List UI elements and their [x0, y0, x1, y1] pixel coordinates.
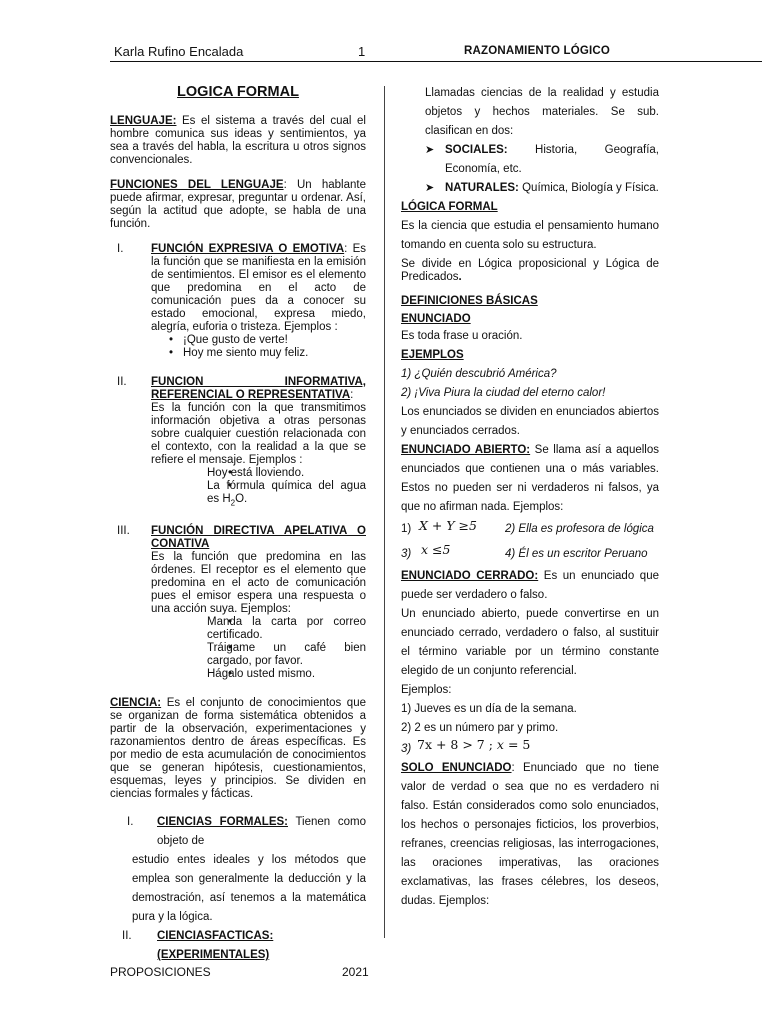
solo-enunciado-term: SOLO ENUNCIADO — [401, 762, 512, 774]
header-author: Karla Rufino Encalada — [114, 44, 244, 59]
lenguaje-text: Es el sistema a través del cual el hombre comunica sus ideas y sentimientos, ya sea a través del habla, la escritura u otros signos convencionales. — [110, 115, 366, 166]
lenguaje-term: LENGUAJE: — [110, 115, 177, 127]
example-1: 1) ¿Quién descubrió América? — [401, 368, 557, 380]
ejemplos-label: Ejemplos: — [401, 684, 452, 696]
enunciado-abierto-text: Se llama así a aquellos enunciados que contienen una o más variables. Estos no pueden ser ni verdaderos ni falsos, ya que no afirman nada. Ejemplos: — [401, 444, 659, 513]
logica-division-dot: . — [458, 271, 462, 283]
example-2: 2) ¡Viva Piura la ciudad del eterno calor! — [401, 387, 606, 399]
open-example-4: 4) Él es un escritor Peruano — [505, 548, 648, 560]
footer-year: 2021 — [342, 965, 369, 979]
list-item: • Hágalo usted mismo. — [151, 668, 366, 681]
roman-numeral: III. — [117, 525, 130, 538]
roman-numeral: II. — [117, 376, 127, 388]
enunciado-abierto-term: ENUNCIADO ABIERTO: — [401, 444, 531, 456]
list-item: • ¡Que gusto de verte! — [151, 334, 366, 347]
sociales-text: Historia, Geografía, Economía, etc. — [445, 144, 659, 175]
conversion-paragraph: Un enunciado abierto, puede convertirse en un enunciado cerrado, verdadero o falso, al sustituir el término variable por un término constante elegido de un conjunto referencial. — [401, 608, 659, 677]
funcion-informativa-term: FUNCION INFORMATIVA, REFERENCIAL O REPRESENTATIVA — [151, 376, 366, 401]
header-page-number: 1 — [358, 44, 366, 59]
solo-enunciado-paragraph — [401, 759, 659, 911]
enunciado-definition: Es toda frase u oración. — [401, 330, 523, 342]
funcion-expresiva-term: FUNCIÓN EXPRESIVA O EMOTIVA — [151, 243, 345, 255]
enunciado-heading: ENUNCIADO — [401, 313, 471, 325]
logica-formal-heading: LÓGICA FORMAL — [401, 201, 498, 213]
sociales-term: SOCIALES: — [445, 144, 508, 156]
closed-example-2: 2) 2 es un número par y primo. — [401, 722, 559, 734]
math-part-b: x — [496, 737, 504, 752]
funcion-directiva-term: FUNCIÓN DIRECTIVA APELATIVA O CONATIVA — [151, 525, 366, 551]
ciencias-facticas-item — [110, 927, 366, 965]
right-column — [401, 84, 659, 911]
enunciados-division: Los enunciados se dividen en enunciados abiertos y enunciados cerrados. — [401, 406, 659, 437]
solo-enunciado-text: : Enunciado que no tiene valor de verdad o sea que no es verdadero ni falso. Están considerados como solo enunciados, los hechos o personajes ficticios, los proverbios, refranes, creencias religiosas, las interrogaciones, las oraciones imperativas, las oraciones exclamativas, las frases célebres, los deseos, dudas. Ejemplos: — [401, 762, 660, 907]
list-item: • Manda la carta por correo certificado. — [151, 616, 366, 642]
ciencias-formales-term: CIENCIAS FORMALES: — [157, 816, 288, 829]
example-number: 3) — [401, 743, 412, 755]
funciones-term: FUNCIONES DEL LENGUAJE — [110, 179, 284, 191]
funcion-informativa-item — [110, 376, 366, 509]
column-divider — [384, 86, 385, 938]
header-divider — [110, 61, 762, 62]
formula-text-a: La fórmula química del agua es H — [207, 480, 366, 505]
math-part-c: = 5 — [503, 737, 531, 752]
example-number: 1) — [401, 523, 412, 535]
ciencias-formales-continuation: estudio entes ideales y los métodos que emplea son generalmente la deducción y la demostración, así tenemos a la matemática pura y la lógica. — [132, 854, 366, 924]
sociales-item — [423, 141, 659, 179]
open-examples-row-2 — [401, 542, 659, 567]
funcion-directiva-item — [110, 525, 366, 681]
enunciado-cerrado-paragraph — [401, 567, 659, 605]
ejemplos-heading: EJEMPLOS — [401, 349, 464, 361]
funciones-paragraph — [110, 179, 366, 231]
arrow-bullet-icon: ➤ — [425, 182, 435, 194]
naturales-text: Química, Biología y Física. — [518, 182, 659, 194]
list-item: • Tráigame un café bien cargado, por favor. — [151, 642, 366, 668]
ciencias-formales-item — [110, 813, 366, 851]
ciencias-facticas-term: CIENCIASFACTICAS: (EXPERIMENTALES) — [157, 930, 274, 962]
ciencia-text: Es el conjunto de conocimientos que se organizan de forma sistemática obtenidos a partir de la observación, experimentaciones y razonamientos dentro de áreas específicas. Es por medio de esta acumulación de conocimientos que se generan hipótesis, cuestionamientos, esquemas, leyes y principios. Se dividen en ciencias formales y fácticas. — [110, 697, 366, 801]
formula-subscript: 2 — [230, 498, 236, 508]
funcion-informativa-text: Es la función con la que transmitimos información objetiva a otras personas sobre cualquier cuestión relacionada con el contexto, con la realidad a la que se refiere el mensaje. Ejemplos : — [151, 402, 366, 466]
logica-formal-division — [401, 258, 659, 284]
naturales-term: NATURALES: — [445, 182, 519, 194]
naturales-item — [423, 179, 659, 198]
math-expression: x ≤5 — [421, 542, 451, 557]
open-example-2: 2) Ella es profesora de lógica — [505, 523, 654, 535]
enunciado-cerrado-text: Es un enunciado que puede ser verdadero o falso. — [401, 570, 659, 601]
arrow-bullet-icon: ➤ — [425, 144, 435, 156]
funciones-text: : Un hablante puede afirmar, expresar, preguntar u ordenar. Así, según la actitud que adopte, se habla de una función. — [110, 179, 366, 230]
header-course-title: RAZONAMIENTO LÓGICO — [464, 45, 611, 57]
logica-division-text: Se divide en Lógica proposicional y Lógica de Predicados — [401, 258, 659, 283]
facticas-intro: Llamadas ciencias de la realidad y estudia objetos y hechos materiales. Se sub. clasifican en dos: — [425, 87, 659, 137]
math-expression: X + Y ≥5 — [419, 518, 477, 533]
example-number: 3) — [401, 548, 412, 560]
roman-numeral: II. — [122, 930, 132, 943]
logica-formal-definition: Es la ciencia que estudia el pensamiento humano tomando en cuenta solo su estructura. — [401, 220, 659, 251]
ciencia-term: CIENCIA: — [110, 697, 162, 710]
roman-numeral: I. — [127, 816, 134, 829]
math-expression — [417, 738, 530, 751]
page-title: LOGICA FORMAL — [177, 84, 299, 100]
footer-title: PROPOSICIONES — [110, 965, 211, 979]
page-header — [112, 42, 768, 62]
funcion-expresiva-item — [110, 243, 366, 360]
funcion-expresiva-text: : Es la función que se manifiesta en la emisión de sentimientos. El emisor es el elemento que predomina en el acto de comunicación pues da a conocer su estado emocional, expresa miedo, alegría, euforia o tristeza. Ejemplos : — [151, 243, 366, 333]
enunciado-cerrado-term: ENUNCIADO CERRADO: — [401, 570, 539, 582]
funcion-informativa-colon: : — [350, 389, 354, 401]
formula-text-b: O. — [235, 493, 248, 505]
ciencias-formales-text: Tienen como objeto de — [157, 816, 366, 848]
roman-numeral: I. — [117, 243, 124, 255]
definiciones-heading: DEFINICIONES BÁSICAS — [401, 295, 538, 307]
closed-example-3 — [401, 738, 659, 759]
ciencia-paragraph — [110, 697, 366, 801]
enunciado-abierto-paragraph — [401, 441, 659, 517]
list-item: • Hoy está lloviendo. — [151, 467, 366, 480]
left-column — [110, 86, 366, 965]
funcion-directiva-text: Es la función que predomina en las órdenes. El receptor es el elemento que predomina en el acto de comunicación pues el emisor espera una respuesta o una acción suya. Ejemplos: — [151, 551, 366, 616]
list-item — [151, 480, 366, 509]
list-item: • Hoy me siento muy feliz. — [151, 347, 366, 360]
closed-example-1: 1) Jueves es un día de la semana. — [401, 703, 577, 715]
open-examples-row-1 — [401, 517, 659, 542]
lenguaje-paragraph — [110, 115, 366, 167]
math-part-a: 7x + 8 > 7 ; — [417, 737, 497, 752]
